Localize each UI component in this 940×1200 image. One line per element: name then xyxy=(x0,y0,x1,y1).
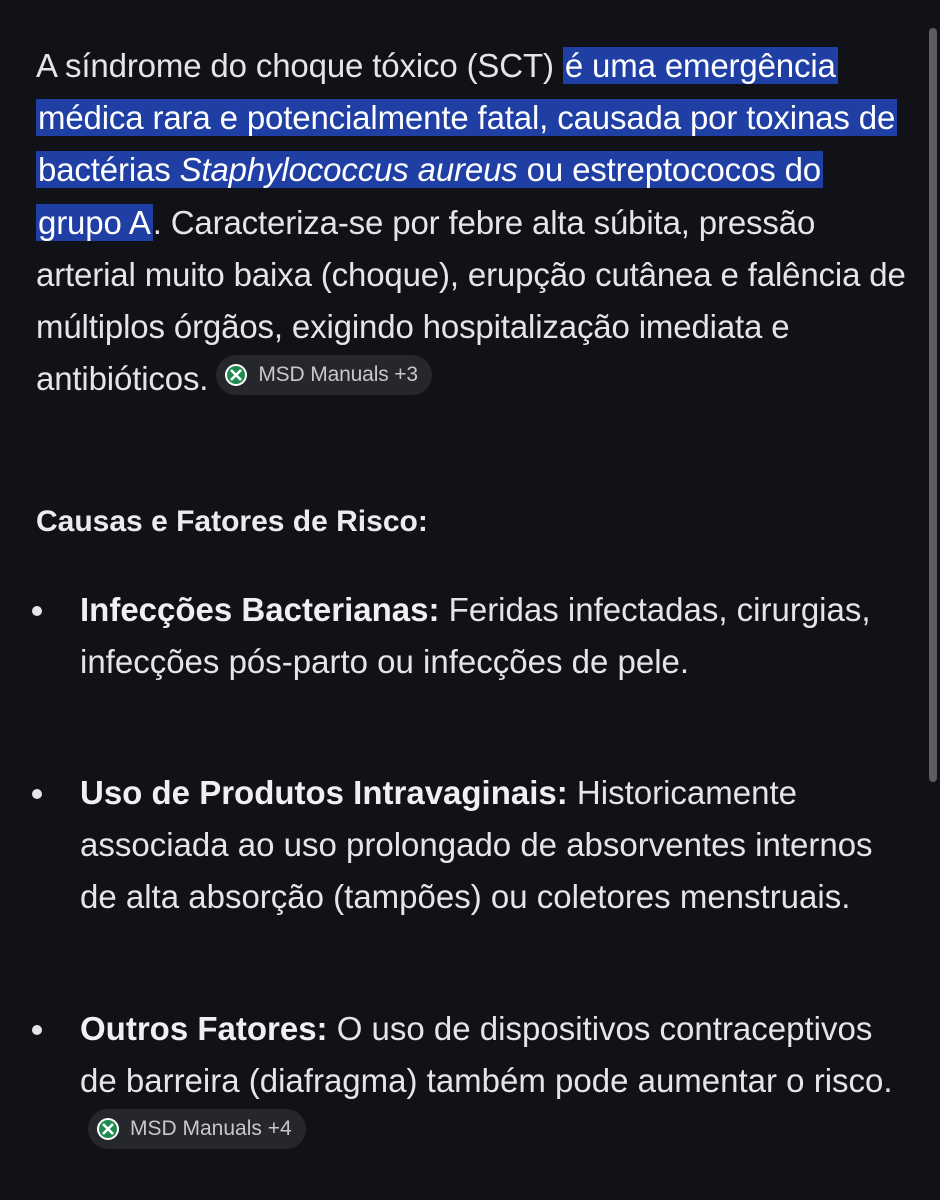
highlight-text-1: é uma emergência médica rara e potencialmente fatal, causada por toxinas de bactérias xyxy=(38,47,896,189)
list-item xyxy=(80,1003,900,1160)
bullet-dot xyxy=(32,606,42,616)
list-item-text: Historicamente associada ao uso prolongado de absorventes internos de alta absorção (tampões) ou coletores menstruais. xyxy=(80,774,873,916)
intro-text-end: . Caracteriza-se por febre alta súbita, pressão arterial muito baixa (choque), erupção cutânea e falência de múltiplos órgãos, exigindo hospitalização imediata e antibióticos. xyxy=(36,203,906,398)
scrollbar[interactable] xyxy=(926,0,940,1200)
list-item-text: Feridas infectadas, cirurgias, infecções pós-parto ou infecções de pele. xyxy=(80,591,871,681)
list-item-title: Outros Fatores: xyxy=(80,1010,328,1047)
bullet-dot xyxy=(32,789,42,799)
section-heading: Causas e Fatores de Risco: xyxy=(36,505,428,538)
source-chip-msd-2[interactable] xyxy=(88,1109,306,1149)
source-chip-label: MSD Manuals +3 xyxy=(258,363,418,387)
highlight-text-2: ou estreptococos do grupo A xyxy=(38,151,822,241)
msd-manuals-logo-icon xyxy=(96,1117,120,1141)
source-chip-label: MSD Manuals +4 xyxy=(130,1117,292,1141)
list-item xyxy=(80,584,900,688)
source-chip-msd-1[interactable] xyxy=(216,355,432,395)
intro-text-start: A síndrome do choque tóxico (SCT) xyxy=(36,47,563,84)
scrollbar-thumb[interactable] xyxy=(929,28,937,782)
list-item-text: O uso de dispositivos contraceptivos de barreira (diafragma) também pode aumentar o risco. xyxy=(80,1010,893,1100)
list-item xyxy=(80,767,900,924)
highlight-bacteria-name: Staphylococcus aureus xyxy=(179,151,518,189)
list-item-title: Infecções Bacterianas: xyxy=(80,591,440,628)
list-item-title: Uso de Produtos Intravaginais: xyxy=(80,774,568,811)
response-content xyxy=(36,40,906,405)
msd-manuals-logo-icon xyxy=(224,363,248,387)
bullet-dot xyxy=(32,1025,42,1035)
intro-paragraph xyxy=(36,40,906,405)
